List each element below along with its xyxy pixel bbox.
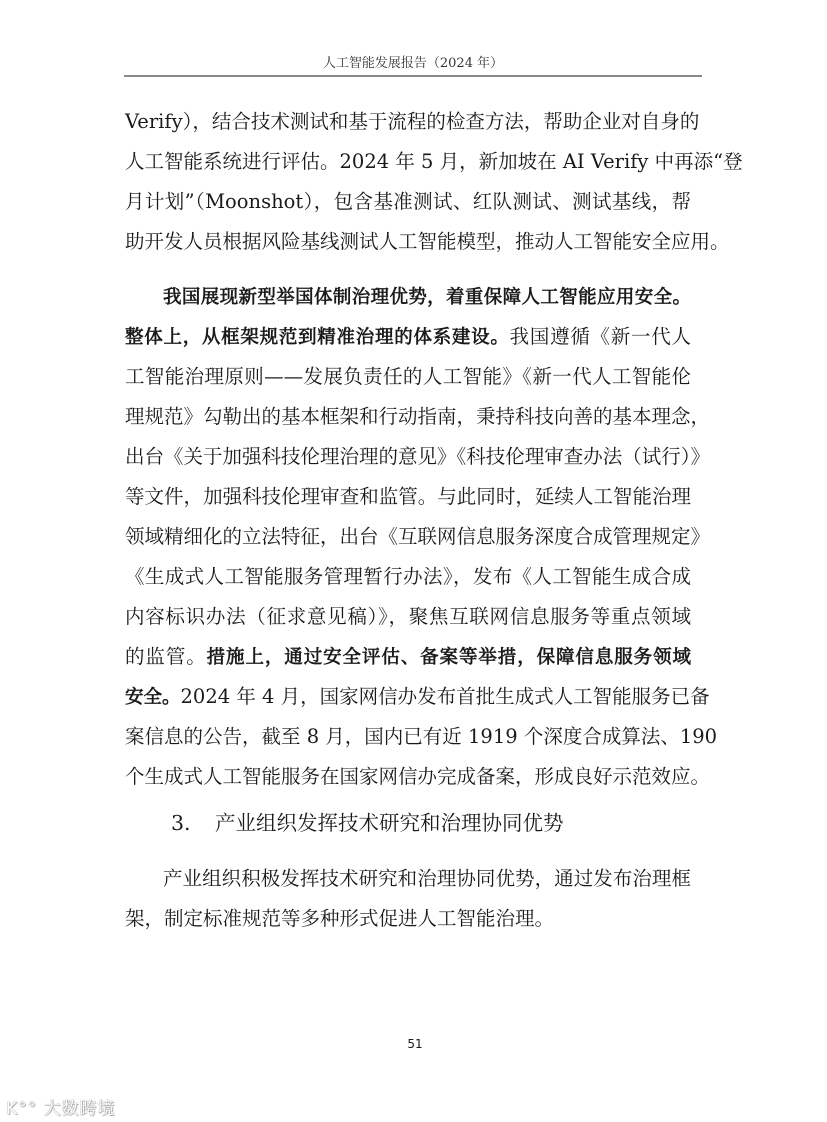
text-run: Verify），结合技术测试和基于流程的检查方法，帮助企业对自身的 [125, 110, 700, 133]
text-run: 架，制定标准规范等多种形式促进人工智能治理。 [125, 907, 555, 930]
text-run: 我国遵循《新一代人 [509, 325, 691, 348]
text-run: 助开发人员根据风险基线测试人工智能模型，推动人工智能安全应用。 [125, 230, 730, 253]
bold-text: 整体上，从框架规范到精准治理的体系建设。 [125, 327, 510, 348]
text-line [125, 757, 711, 797]
text-run: 理规范》勾勒出的基本框架和行动指南，秉持科技向善的基本理念， [125, 405, 711, 428]
paragraph [125, 102, 743, 262]
section-number: 3. [171, 811, 191, 835]
text-run: 人工智能系统进行评估。2024 年 5 月，新加坡在 AI Verify 中再添“登 [125, 150, 743, 173]
text-run: 工智能治理原则——发展负责任的人工智能》《新一代人工智能伦 [125, 365, 691, 388]
text-run: 案信息的公告，截至 8 月，国内已有近 1919 个深度合成算法、190 [125, 725, 718, 748]
bold-text: 我国展现新型举国体制治理优势，着重保障人工智能应用安全。 [163, 287, 691, 308]
watermark-icon: K°° [6, 1099, 38, 1119]
text-run: 《生成式人工智能服务管理暂行办法》，发布《人工智能生成合成 [125, 565, 691, 588]
text-line [125, 517, 711, 557]
text-run: 出台《关于加强科技伦理治理的意见》《科技伦理审查办法（试行）》 [125, 445, 711, 468]
text-line [125, 357, 691, 397]
text-run: 2024 年 4 月，国家网信办发布首批生成式人工智能服务已备 [180, 685, 710, 708]
text-line [125, 397, 711, 437]
page-number: 51 [407, 1037, 423, 1051]
text-line [125, 557, 691, 597]
text-line [125, 102, 700, 142]
text-run: 的监管。 [125, 645, 207, 668]
text-line [125, 437, 711, 477]
section-title: 产业组织发挥技术研究和治理协同优势 [215, 811, 564, 835]
text-line [125, 182, 691, 222]
header-divider [124, 75, 702, 77]
text-line [125, 677, 710, 717]
watermark-text: 大数跨境 [43, 1099, 116, 1119]
text-line [125, 859, 691, 899]
text-run: 内容标识办法（征求意见稿）》，聚焦互联网信息服务等重点领域 [125, 605, 691, 628]
paragraph [125, 277, 718, 797]
text-run: 产业组织积极发挥技术研究和治理协同优势，通过发布治理框 [163, 867, 691, 890]
text-run: 个生成式人工智能服务在国家网信办完成备案，形成良好示范效应。 [125, 765, 711, 788]
text-line [125, 317, 691, 357]
text-line [125, 222, 730, 262]
text-run: 等文件，加强科技伦理审查和监管。与此同时，延续人工智能治理 [125, 485, 691, 508]
text-run: 月计划”（Moonshot），包含基准测试、红队测试、测试基线，帮 [125, 190, 691, 213]
watermark-logo [6, 1094, 116, 1119]
text-line [125, 277, 691, 317]
text-run: 领域精细化的立法特征，出台《互联网信息服务深度合成管理规定》 [125, 525, 711, 548]
text-line [125, 717, 718, 757]
text-line [125, 637, 691, 677]
text-line [125, 142, 743, 182]
paragraph [125, 859, 691, 939]
running-header: 人工智能发展报告（2024 年） [322, 56, 504, 71]
text-line [125, 477, 691, 517]
section-heading [125, 803, 691, 843]
bold-text: 安全。 [125, 687, 181, 708]
bold-text: 措施上，通过安全评估、备案等举措，保障信息服务领域 [206, 647, 691, 668]
text-line [125, 597, 691, 637]
text-line [125, 899, 691, 939]
document-body [125, 102, 743, 939]
